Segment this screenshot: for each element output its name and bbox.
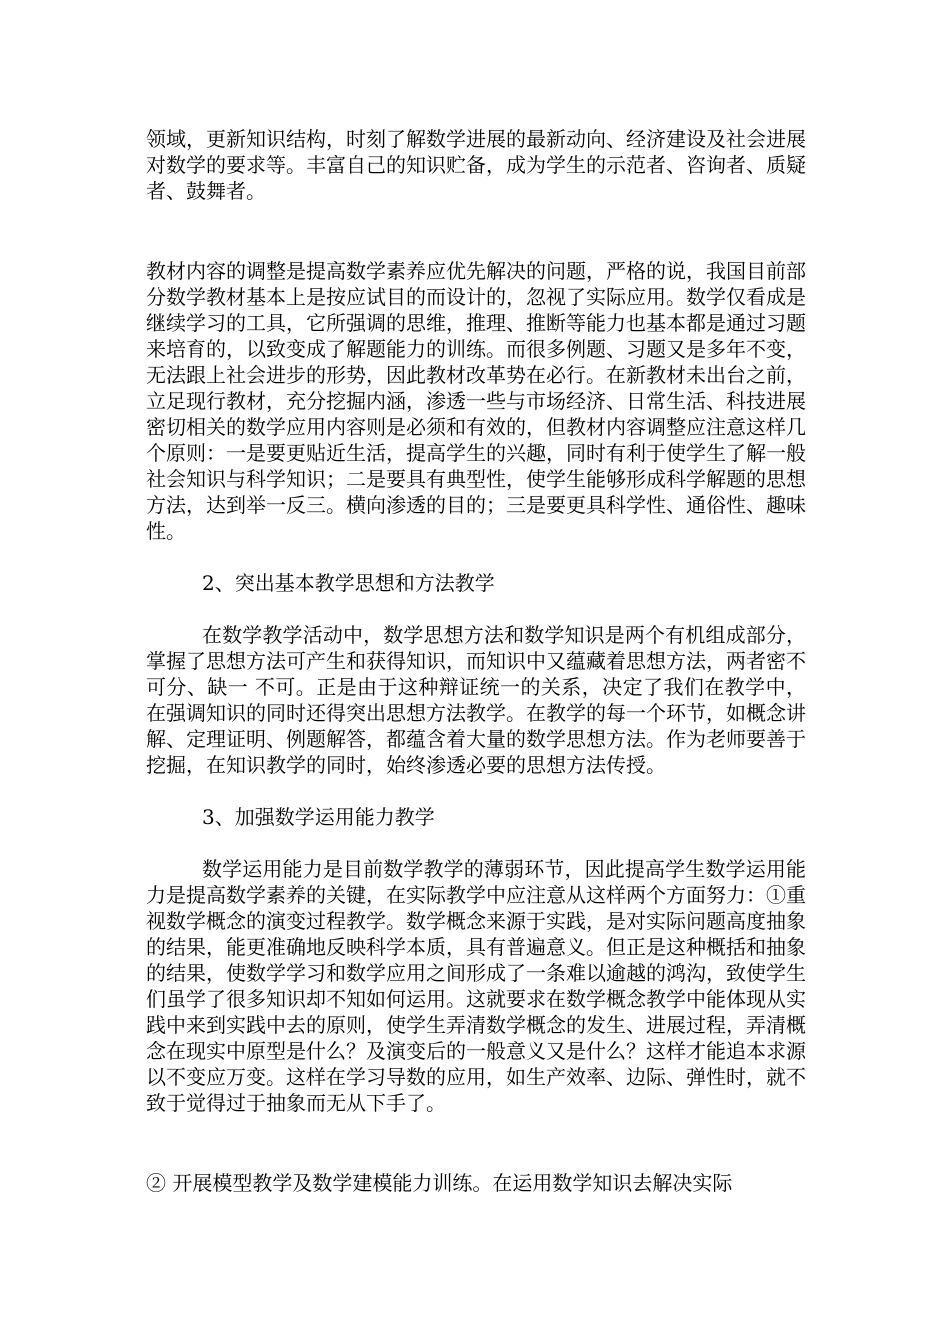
paragraph-textbook-adjustment: 教材内容的调整是提高数学素养应优先解决的问题，严格的说，我国目前部分数学教材基本上是按应试目的而设计的，忽视了实际应用。数学仅看成是继续学习的工具，它所强调的思维，推理、推断等能力也基本都是通过习题来培育的，以致变成了解题能力的训练。而很多例题、习题又是多年不变，无法跟上社会进步的形势，因此教材改革势在必行。在新教材未出台之前，立足现行教材，充分挖掘内涵，渗透一些与市场经济、日常生活、科技进展密切相关的数学应用内容则是必须和有效的，但教材内容调整应注意这样几个原则：一是要更贴近生活，提高学生的兴趣，同时有利于使学生了解一般社会知识与科学知识；二是要具有典型性，使学生能够形成科学解题的思想方法，达到举一反三。横向渗透的目的；三是要更具科学性、通俗性、趣味性。: [146, 259, 806, 543]
paragraph-modeling-training: ② 开展模型教学及数学建模能力训练。在运用数学知识去解决实际: [146, 1171, 733, 1195]
paragraph-knowledge-structure: 领域，更新知识结构，时刻了解数学进展的最新动向、经济建设及社会进展对数学的要求等。丰富自己的知识贮备，成为学生的示范者、咨询者、质疑者、鼓舞者。: [146, 127, 806, 203]
document-page: [146, 126, 806, 1196]
section-heading-application-ability: 3、加强数学运用能力教学: [202, 805, 435, 829]
paragraph-application-ability: 数学运用能力是目前数学教学的薄弱环节，因此提高学生数学运用能力是提高数学素养的关键，在实际教学中应注意从这样两个方面努力：①重视数学概念的演变过程教学。数学概念来源于实践，是对实际问题高度抽象的结果，能更准确地反映科学本质，具有普遍意义。但正是这种概括和抽象的结果，使数学学习和数学应用之间形成了一条难以逾越的鸿沟，致使学生们虽学了很多知识却不知如何运用。这就要求在数学概念教学中能体现从实践中来到实践中去的原则，使学生弄清数学概念的发生、进展过程，弄清概念在现实中原型是什么？及演变后的一般意义又是什么？这样才能追本求源以不变应万变。这样在学习导数的应用，如生产效率、边际、弹性时，就不致于觉得过于抽象而无从下手了。: [146, 857, 806, 1115]
paragraph-thinking-methods: 在数学教学活动中，数学思想方法和数学知识是两个有机组成部分，掌握了思想方法可产生和获得知识，而知识中又蕴藏着思想方法，两者密不可分、缺一 不可。正是由于这种辩证统一的关系，决定了我们在教学中，在强调知识的同时还得突出思想方法教学。在教学的每一个环节，如概念讲解、定理证明、例题解答，都蕴含着大量的数学思想方法。作为老师要善于挖掘，在知识教学的同时，始终渗透必要的思想方法传授。: [146, 623, 806, 777]
section-heading-thinking-methods: 2、突出基本教学思想和方法教学: [202, 571, 495, 595]
